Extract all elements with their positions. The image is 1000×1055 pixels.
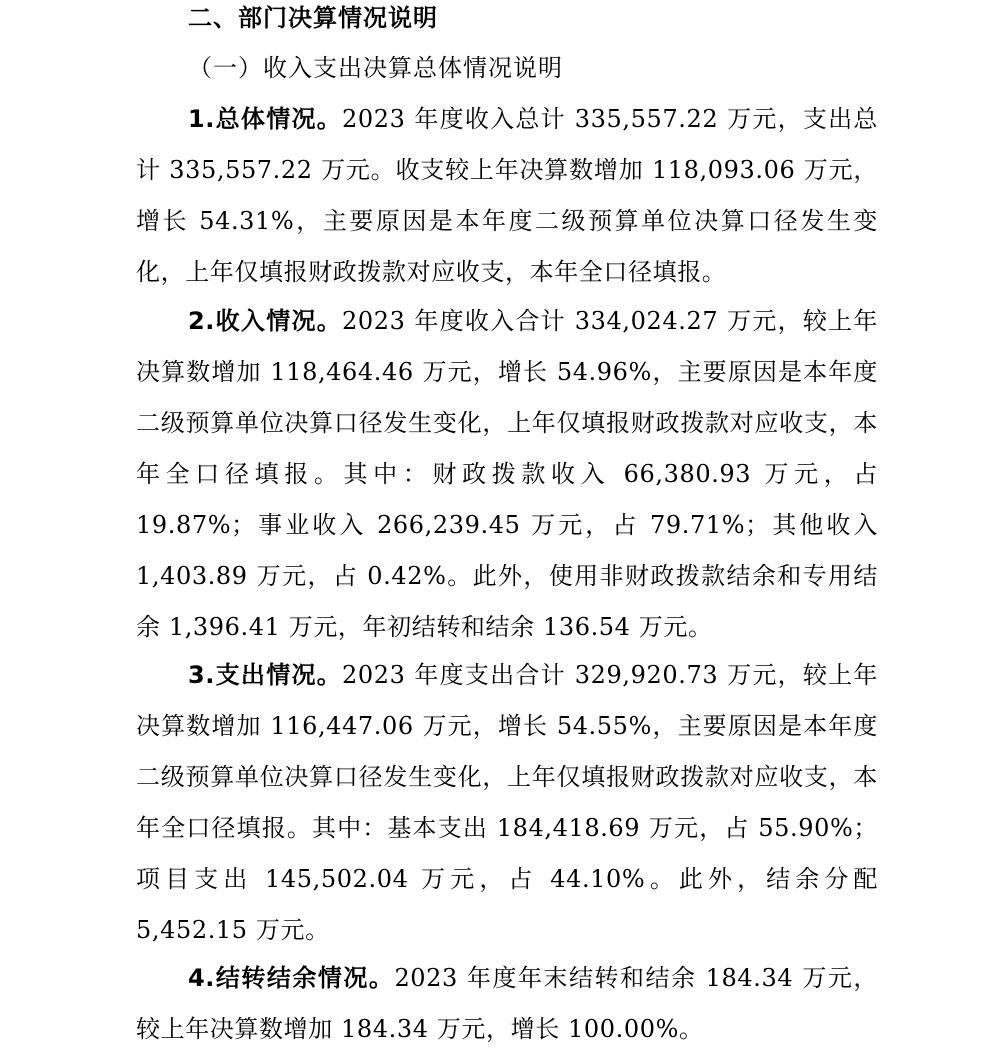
section-heading: 二、部门决算情况说明: [188, 4, 438, 32]
paragraph-lead: 4.结转结余情况。: [188, 964, 395, 992]
paragraph-lead: 1.总体情况。: [188, 105, 342, 133]
paragraph-carryover: [136, 953, 878, 1055]
sub-heading: （一）收入支出决算总体情况说明: [188, 54, 563, 82]
paragraph-body: 2023 年度年末结转和结余 184.34 万元，较上年决算数增加 184.34 万元，增长 100.00%。: [136, 964, 878, 1043]
paragraph-body: 2023 年度收入总计 335,557.22 万元，支出总计 335,557.22 万元。收支较上年决算数增加 118,093.06 万元，增长 54.31%，主要原因是本年度二级预算单位决算口径发生变化，上年仅填报财政拨款对应收支，本年全口径填报。: [136, 105, 878, 286]
paragraph-overall: [136, 94, 878, 298]
paragraph-body: 2023 年度支出合计 329,920.73 万元，较上年决算数增加 116,447.06 万元，增长 54.55%，主要原因是本年度二级预算单位决算口径发生变化，上年仅填报财政拨款对应收支，本年全口径填报。其中：基本支出 184,418.69 万元，占 55.90%；项目支出 145,502.04 万元，占 44.10%。此外，结余分配 5,452.15 万元。: [136, 661, 878, 944]
paragraph-income: [136, 296, 878, 653]
paragraph-body: 2023 年度收入合计 334,024.27 万元，较上年决算数增加 118,464.46 万元，增长 54.96%，主要原因是本年度二级预算单位决算口径发生变化，上年仅填报财政拨款对应收支，本年全口径填报。其中：财政拨款收入 66,380.93 万元，占 19.87%；事业收入 266,239.45 万元，占 79.71%；其他收入 1,403.89 万元，占 0.42%。此外，使用非财政拨款结余和专用结余 1,396.41 万元，年初结转和结余 136.54 万元。: [136, 307, 878, 641]
paragraph-lead: 3.支出情况。: [188, 661, 342, 689]
paragraph-expenditure: [136, 650, 878, 956]
paragraph-lead: 2.收入情况。: [188, 307, 342, 335]
